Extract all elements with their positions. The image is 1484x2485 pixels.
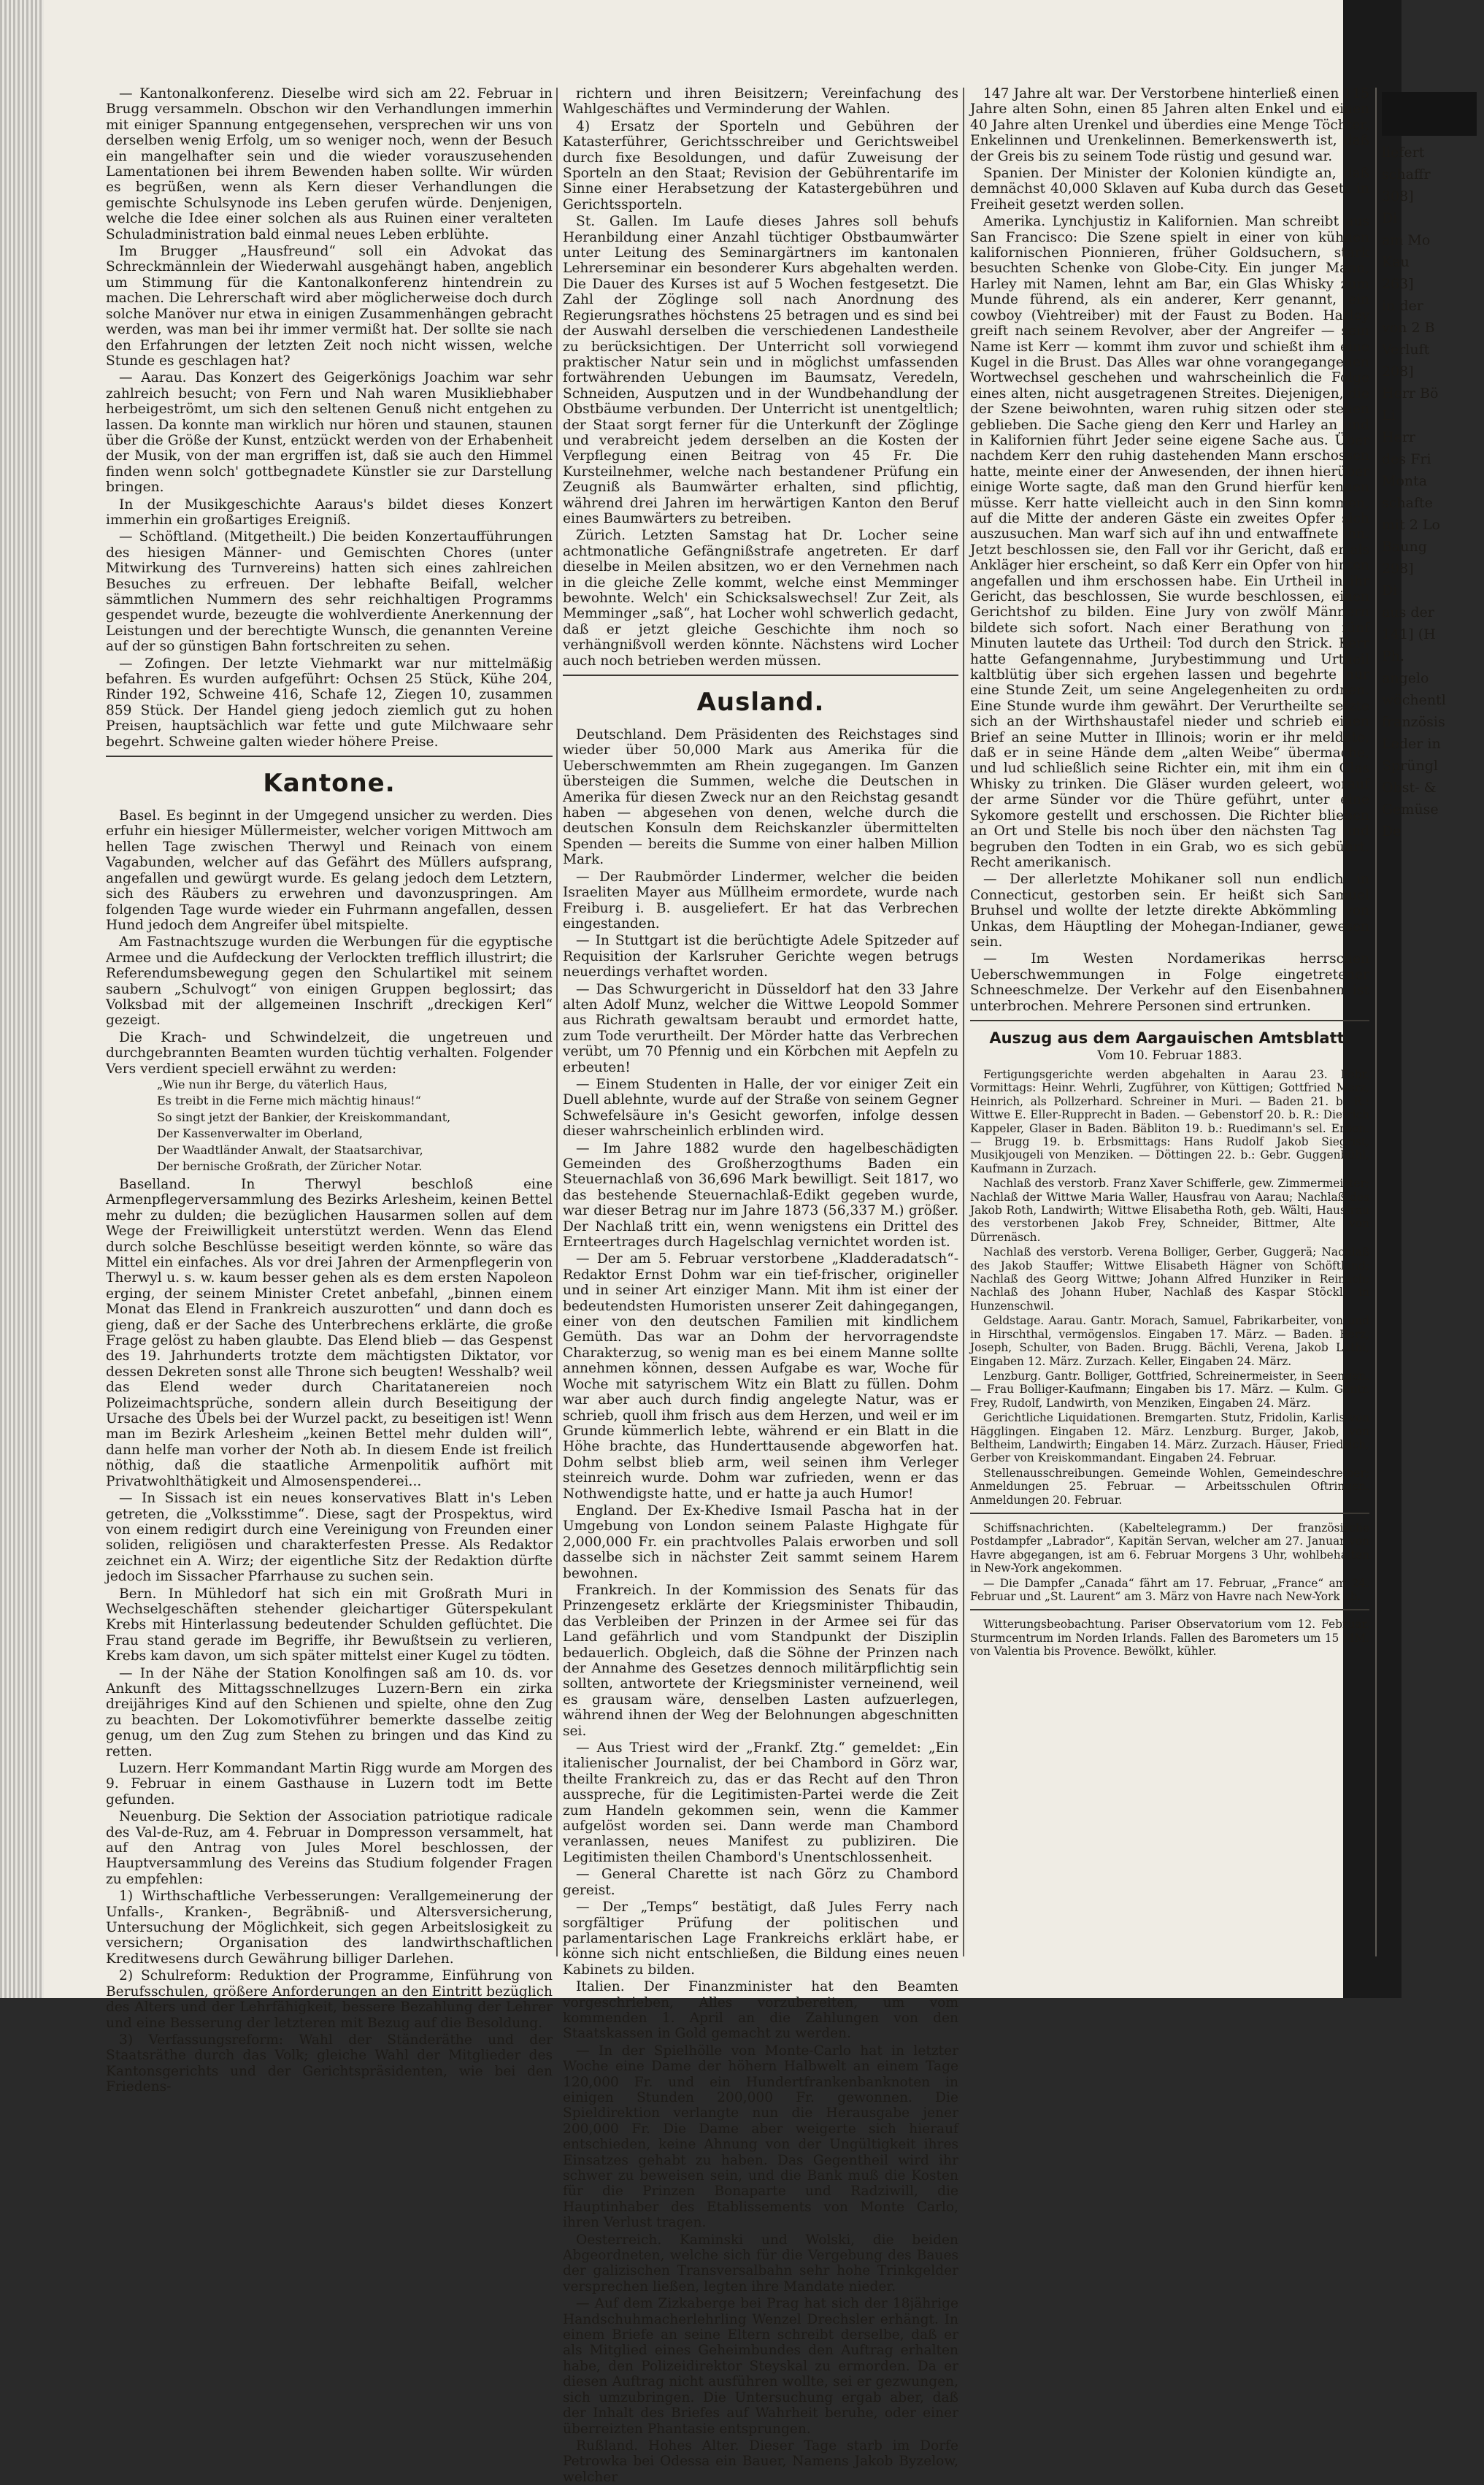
ad-fragment: Herr: [1382, 429, 1415, 445]
article-aarau: — Aarau. Das Konzert des Geigerkönigs Joachim war sehr zahlreich besucht; von Fern und Nah waren Musikliebhaber herbeigeströmt, um sich den seltenen Genuß nicht entgehen zu lassen. Da konnte man wirklich nur hören und staunen, staunen über die Größe der Kunst, entzückt werden von der Erhabenheit der Musik, von der man ergriffen ist, daß sie auch den Himmel finden wenn solch' gottbegnadete Künstler sie zur Darstellung bringen.: [106, 370, 553, 496]
column-1: [106, 86, 553, 2095]
ad-fragment: angelo: [1382, 670, 1429, 686]
ad-fragment: mit 2 Lo: [1382, 517, 1440, 533]
ad-fragment: 263]: [1382, 276, 1414, 292]
article-paragraph: — Einem Studenten in Halle, der vor einiger Zeit ein Duell ablehnte, wurde auf der Straße von seinem Gegner Schwefelsäure in's Gesicht geworfen, infolge dessen dieser wahrscheinlich erblinden wird.: [563, 1076, 958, 1140]
shipping-news: Schiffsnachrichten. (Kabeltelegramm.) Der französische Postdampfer „Labrador“, Kapitän Servan, welcher am 27. Januar von Havre abgegangen, ist am 6. Februar Morgens 3 Uhr, wohlbehalten in New-York angekommen.: [970, 1521, 1369, 1575]
section-rule: [970, 1020, 1369, 1021]
article-luzern: Luzern. Herr Kommandant Martin Rigg wurde am Morgen des 9. Februar in einem Gasthause in Luzern todt im Bette gefunden.: [106, 1761, 553, 1808]
article-paragraph: 4) Ersatz der Sporteln und Gebühren der Katasterführer, Gerichtsschreiber und Gerichtsweibel durch fixe Besoldungen, und dafür Zuweisung der Sporteln an den Staat; Revision der Gebührentarife im Sinne einer Herabsetzung der Katastergebühren und Gerichtssporteln.: [563, 118, 958, 212]
ad-fragment: Li: [1382, 407, 1396, 423]
article-spanien: Spanien. Der Minister der Kolonien kündigte an, daß demnächst 40,000 Sklaven auf Kuba durch das Gesetz in Freiheit gesetzt werden sollen.: [970, 166, 1369, 212]
ad-fragment: Sprüngl: [1382, 758, 1438, 774]
article-paragraph: 1) Wirthschaftliche Verbesserungen: Verallgemeinerung der Unfalls-, Kranken-, Begräbniß- und Altersversicherung, Untersuchung der Möglichkeit, sich gegen Arbeitslosigkeit zu versichern; Organisation des landwirthschaftlichen Kreditwesens durch Gewährung billiger Darlehen.: [106, 1889, 553, 1967]
ad-fragment: Gemüse: [1382, 802, 1439, 818]
column-rule: [556, 88, 558, 1956]
amtsblatt-date: Vom 10. Februar 1883.: [1097, 1048, 1242, 1063]
ad-fragment: liefert: [1382, 145, 1425, 161]
ad-fragment: französis: [1382, 714, 1445, 730]
ad-fragment: in der: [1382, 298, 1423, 314]
column-rule: [963, 88, 964, 1956]
shipping-news: — Die Dampfer „Canada“ fährt am 17. Februar, „France“ am 24. Februar und „St. Laurent“ am 3. März von Havre nach New-York ab.: [970, 1576, 1369, 1603]
ad-fragment: des Fri: [1382, 451, 1431, 467]
section-rule: [970, 1609, 1369, 1610]
article-kantonalkonferenz: — Kantonalkonferenz. Dieselbe wird sich am 22. Februar in Brugg versammeln. Obschon wir den Verhandlungen immerhin mit einiger Spannung entgegensehen, versprechen wir uns von derselben wenig Erfolg, um so weniger noch, wenn der Besuch ein mangelhafter sein und die wieder vorauszusehenden Lamentationen bei ihrem Bewenden haben sollte. Wir würden es begrüßen, wenn als Kern dieser Verhandlungen die gemischte Schulsynode ins Leben gerufen würde. Denjenigen, welche die Idee einer solchen als aus Ruinen einer veralteten Schuladministration bald einmal neues Leben erblühte.: [106, 86, 553, 242]
article-amerika: Amerika. Lynchjustiz in Kalifornien. Man schreibt aus San Francisco: Die Szene spielt in einer von kühnen kalifornischen Pionnieren, früher Goldsuchern, stark besuchten Schenke von Globe-City. Ein junger Mann, Harley mit Namen, lehnt am Bar, ein Glas Whisky zum Munde führend, als ein anderer, Kerr genannt, ein cowboy (Viehtreiber) mit der Faust zu Boden. Harley greift nach seinem Revolver, aber der Angreifer — sein Name ist Kerr — kommt ihm zuvor und schießt ihm eine Kugel in die Brust. Das Alles war ohne vorangegangenen Wortwechsel geschehen und wahrscheinlich die Folge eines alten, nicht ausgetragenen Streites. Diejenigen, die der Szene beiwohnten, waren ruhig sitzen oder stehen geblieben. Die Sache gieng den Kerr und Harley an und in Kalifornien führt Jeder seine eigene Sache aus. Über nachdem Kerr den ruhig dastehenden Mann erschossen hatte, meinte einer der Anwesenden, der ihnen hierüber einige Worte sagte, daß man den Grund hierfür kennen müsse. Kerr hatte vielleicht auch in den Sinn kommen, auf die Mitte der anderen Gäste ein zweites Opfer sich auszusuchen. Man warf sich auf ihn und entwaffnete ihn. Jetzt beschlossen sie, den Fall vor ihr Gericht, daß er als Ankläger hier erscheint, so daß Kerr ein Opfer von hinten angefallen und ihm erschossen habe. Ein Urtheil in ihr Gericht, das beschlossen, Sie wurde beschlossen, einen Gerichtshof zu bilden. Eine Jury von zwölf Männern bildete sich sofort. Nach einer Berathung von fünf Minuten lautete das Urtheil: Tod durch den Strick. Kerr hatte Gefangennahme, Jurybestimmung und Urtheil kaltblütig über sich ergehen lassen und begehrte nur eine Stunde Zeit, um seine Angelegenheiten zu ordnen. Eine Stunde wurde ihm gewährt. Der Verurtheilte setzte sich an der Wirthshaustafel nieder und schrieb einen Brief an seine Mutter in Illinois; worin er ihr meldete, daß er in seine Hände dem „alten Weibe“ übermache, und lud schließlich seine Richter ein, mit ihm ein Glas Whisky zu trinken. Die Gläser wurden geleert, worauf der arme Sünder vor die Thüre geführt, unter eine Sykomore gestellt und erschossen. Die Richter blieben an Ort und Stelle bis noch über den nächsten Tag und begruben den Todten in ein Grab, wo es sich gebührt. Recht amerikanisch.: [970, 214, 1369, 870]
article-paragraph: — Der am 5. Februar verstorbene „Kladderadatsch“-Redaktor Ernst Dohm war ein tief-frischer, origineller und in seiner Art einziger Mann. Mit ihm ist einer der bedeutendsten Humoristen unserer Zeit dahingegangen, einer von den deutschen Familien mit kindlichem Gemüth. Das war an Dohm der hervorragendste Charakterzug, so wenig man es bei einem Manne sollte annehmen können, dessen Aufgabe es war, Woche für Woche mit satyrischem Witz ein Blatt zu füllen. Dohm war aber auch durch findig angelegte Natur, was er schrieb, quoll ihm frisch aus dem Herzen, und weil er im Grunde kümmerlich lebte, während er ein Blatt in die Höhe brachte, das Hunderttausende abgeworfen hat. Dohm selbst blieb arm, weil seinen ihm Verleger steinreich wurde. Dohm war zufrieden, wenn er das Nothwendigste hatte, und er hatte ja auch Humor!: [563, 1251, 958, 1502]
page-stack-edge: [0, 0, 44, 1998]
ad-fragment: Kau: [1382, 254, 1410, 270]
amtsblatt-entry: Stellenausschreibungen. Gemeinde Wohlen, Gemeindeschreiber; Anmeldungen 25. Februar. — Arbeitsschulen Oftringen. Anmeldungen 20. Februar.: [970, 1466, 1369, 1507]
ad-fragment: Verluft: [1382, 342, 1430, 358]
amtsblatt-entry: Gerichtliche Liquidationen. Bremgarten. Stutz, Fridolin, Karlis von Hägglingen. Eingaben 12. März. Lenzburg. Burger, Jakob, von Beltheim, Landwirth; Eingaben 14. März. Zurzach. Häuser, Friedrich, Gerber von Kreiskommandant. Eingaben 24. Februar.: [970, 1411, 1369, 1465]
amtsblatt-entry: Nachlaß des verstorb. Verena Bolliger, Gerber, Guggerä; Nachlaß des Jakob Stauffer; Wittwe Elisabeth Hägner von Schöftland; Nachlaß des Georg Wittwe; Johann Alfred Hunziker in Reinach; Nachlaß des Johann Huber, Nachlaß des Kaspar Stöckli in Hunzenschwil.: [970, 1245, 1369, 1313]
article-paragraph: 2) Schulreform: Reduktion der Programme, Einführung von Berufsschulen, größere Anforderungen an den Eintritt bezüglich des Alters und der Lehrfähigkeit, bessere Bezahlung der Lehrer und eine Besserung der letzteren mit Bezug auf die Besoldung.: [106, 1968, 553, 2031]
ad-fragment: Ph.: [1382, 648, 1405, 664]
article-oesterreich: Oesterreich. Kaminski und Wolski, die beiden Abgeordneten, welche sich für die Vergebung des Baues der galizischen Transversalbahn sehr hohe Trinkgelder versprechen ließen, legten ihre Mandate nieder.: [563, 2232, 958, 2294]
ad-fragment: Di: [1382, 583, 1398, 599]
verse-line: So singt jetzt der Bankier, der Kreiskommandant,: [157, 1110, 451, 1124]
ad-fragment: 298]: [1382, 561, 1414, 577]
article-paragraph: In der Musikgeschichte Aaraus's bildet dieses Konzert immerhin ein großartiges Ereigniß.: [106, 496, 553, 528]
ad-fragment: Leder in: [1382, 736, 1441, 752]
ad-fragment: Herr Bö: [1382, 385, 1439, 402]
article-zofingen: — Zofingen. Der letzte Viehmarkt war nur mittelmäßig befahren. Es wurden aufgeführt: Ochsen 25 Stück, Kühe 204, Rinder 192, Schweine 416, Schafe 12, Ziegen 10, zusammen 859 Stück. Der Handel gieng jedoch ziemlich gut zu hohen Preisen, hauptsächlich war fette und gute Milchwaare sehr begehrt. Schweine galten wieder höhere Preise.: [106, 656, 553, 750]
article-schoeftland: — Schöftland. (Mitgetheilt.) Die beiden Konzertaufführungen des hiesigen Männer- und Gemischten Chores (unter Mitwirkung des Turnvereins) hatten sich eines zahlreichen Besuches zu erfreuen. Der lebhafte Beifall, welcher sämmtlichen Nummern des sehr reichhaltigen Programms gespendet wurde, bezeugte die wohlverdiente Anerkennung der Leistungen und der berechtigte Wunsch, die genannten Vereine auf der so günstigen Bahn fortschreiten zu sehen.: [106, 529, 553, 655]
verse-line: Der Waadtländer Anwalt, der Staatsarchivar,: [157, 1142, 423, 1157]
section-rule: [106, 756, 553, 757]
verse-line: „Wie nun ihr Berge, du väterlich Haus,: [157, 1077, 388, 1091]
amtsblatt-entry: Lenzburg. Gantr. Bolliger, Gottfried, Schreinermeister, in Seengen. — Frau Bolliger-Kaufmann; Eingaben bis 17. März. — Kulm. Gantr. Frey, Rudolf, Landwirth, von Menziken, Eingaben 24. März.: [970, 1369, 1369, 1410]
column-2: [563, 86, 958, 2485]
ad-fragment: De: [1382, 823, 1402, 840]
ad-fragment: aus der: [1382, 604, 1434, 621]
article-paragraph: — Das Schwurgericht in Düsseldorf hat den 33 Jahre alten Adolf Munz, welcher die Wittwe Leopold Sommer aus Richrath gewaltsam beraubt und ermordet hatte, zum Tode verurtheilt. Der Mörder hatte das Verbrechen verübt, um 70 Pfennig und ein Körbchen mit Aepfeln zu erbeuten!: [563, 981, 958, 1075]
ad-fragment: 208]: [1382, 364, 1414, 380]
ad-fragment: Monta: [1382, 473, 1428, 489]
article-paragraph: Die Krach- und Schwindelzeit, die ungetreuen und durchgebrannten Beamten wurden tüchtig verhalten. Folgender Vers verdient speciell erwähnt zu werden:: [106, 1029, 553, 1077]
article-paragraph: — In der Spielhölle von Monte-Carlo hat in letzter Woche eine Dame der höhern Halbwelt an einem Tage 120,000 Fr. und ein Hundertfrankenbanknoten in einigen Stunden 200,000 Fr. gewonnen. Die Spieldirektion verlangte nun die Herausgabe jener 200,000 Fr. Die Dame aber weigerte sich hierauf entschieden, keine Ahnung von der Ungültigkeit ihres Einsatzes gehabt zu haben. Das Gegentheil wird ihr schwer zu beweisen sein, und die Bank muß die Kosten für die Prinzen Bonaparte und Radziwill, die Hauptinhaber des Etablissements von Monte Carlo, ihren Verlust tragen.: [563, 2043, 958, 2231]
article-paragraph: Am Fastnachtszuge wurden die Werbungen für die egyptische Armee und die Aufdeckung der Verlockten trefflich illustrirt; die Referendumsbewegung gegen den Schulartikel mit seinem saubern „Schulvogt“ von einigen Gruppen beglossirt; das Volksbad mit der allgemeinen Inschrift „dreckigen Kerl“ gezeigt.: [106, 934, 553, 1029]
section-heading-kantone: Kantone.: [263, 769, 396, 799]
section-heading-ausland: Ausland.: [696, 688, 825, 718]
article-st-gallen: St. Gallen. Im Laufe dieses Jahres soll behufs Heranbildung einer Anzahl tüchtiger Obstbaumwärter unter Leitung des Seminargärtners im kantonalen Lehrerseminar ein besonderer Kurs abgehalten werden. Die Dauer des Kurses ist auf 5 Wochen festgesetzt. Die Zahl der Zöglinge soll nach Anordnung des Regierungsrathes höchstens 25 betragen und es sind bei der Auswahl derselben die verschiedenen Landestheile zu berücksichtigen. Der Unterricht soll vorwiegend praktischer Natur sein und in möglichst umfassenden fortwährenden Uebungen im Baumsatz, Veredeln, Schneiden, Ausputzen und in der Wundbehandlung der Obstbäume verbunden. Der Unterricht ist unentgeltlich; der Staat sorgt ferner für die Unterkunft der Zöglinge und verabreicht jedem derselben an die Kosten der Verpflegung einen Beitrag von 45 Fr. Die Kursteilnehmer, welche nach bestandener Prüfung ein Zeugniß als Baumwärter erhalten, sind pflichtig, während drei Jahren im herwärtigen Kanton den Beruf eines Baumwärters zu betreiben.: [563, 214, 958, 526]
article-deutschland: Deutschland. Dem Präsidenten des Reichstages sind wieder über 50,000 Mark aus Amerika für die Ueberschwemmten am Rhein zugegangen. Im Ganzen übersteigen die Summen, welche die Deutschen in Amerika für diesen Zweck nur an den Reichstag gesandt haben — abgesehen von denen, welche durch die deutschen Konsuln dem Reichskanzler übermittelten Spenden — bereits die Summe von einer halben Million Mark.: [563, 727, 958, 868]
weather-observation: Witterungsbeobachtung. Pariser Observatorium vom 12. Februar. Sturmcentrum im Norden Irlands. Fallen des Barometers um 15 MM. von Valentia bis Provence. Bewölkt, kühler.: [970, 1618, 1369, 1659]
article-paragraph: — Der allerletzte Mohikaner soll nun endlich in Connecticut, gestorben sein. Er heißt sich Samuel Bruhsel und wollte der letzte direkte Abkömmling von Unkas, dem Häuptling der Mohegan-Indianer, gewesen sein.: [970, 872, 1369, 950]
ad-fragment: von 2 B: [1382, 320, 1435, 336]
article-paragraph: — Im Westen Nordamerikas herrschen Ueberschwemmungen in Folge eingetretener Schneeschmelze. Der Verkehr auf den Eisenbahnen ist unterbrochen. Mehrere Personen sind ertrunken.: [970, 951, 1369, 1014]
ad-fragment: Di: [1382, 210, 1398, 226]
article-paragraph: — Der Raubmörder Lindermer, welcher die beiden Israeliten Mayer aus Müllheim ermordete, wurde nach Freiburg i. B. ausgeliefert. Er hat das Verbrechen eingestanden.: [563, 869, 958, 932]
verse-line: Es treibt in die Ferne mich mächtig hinaus!“: [157, 1094, 421, 1108]
article-paragraph: — In der Nähe der Station Konolfingen saß am 10. ds. vor Ankunft des Mittagsschnellzuges Luzern-Bern ein zirka dreijähriges Kind auf den Schienen und spielte, ohne den Zug zu beachten. Der Lokomotivführer bemerkte dasselbe zeitig genug, um den Zug zum Stehen zu bringen und das Kind zu retten.: [106, 1665, 553, 1759]
article-basel: Basel. Es beginnt in der Umgegend unsicher zu werden. Dies erfuhr ein hiesiger Müllermeister, welcher vorigen Mittwoch am hellen Tage zwischen Therwyl und Reinach von einem Vagabunden, welcher auf das Gefährt des Müllers aufsprang, angefallen und gewürgt wurde. Es gelang jedoch dem Letztern, sich des Räubers zu erwehren und davonzuspringen. Am folgenden Tage wurde wieder ein Fuhrmann angefallen, dessen Hund jedoch dem Angreifer übel mitspielte.: [106, 808, 553, 933]
article-paragraph: 3) Verfassungsreform: Wahl der Ständeräthe und der Staatsräthe durch das Volk; gleiche Wahl der Mitglieder des Kantonsgerichts und der Gerichtspräsidenten, wie bei den Friedens-: [106, 2032, 553, 2095]
ad-fragment: schaffr: [1382, 166, 1431, 183]
article-paragraph: richtern und ihren Beisitzern; Vereinfachung des Wahlgeschäftes und Verminderung der Wahlen.: [563, 86, 958, 118]
ad-fragment: schafte: [1382, 495, 1433, 511]
article-italien: Italien. Der Finanzminister hat den Beamten vorgeschrieben, Alles vorzubereiten, um vom kommenden 1. April an die Zahlungen von den Staatskassen in Gold gemacht zu werden.: [563, 1979, 958, 2042]
amtsblatt-entry: Geldstage. Aarau. Gantr. Morach, Samuel, Fabrikarbeiter, von und in Hirschthal, vermögenslos. Eingaben 17. März. — Baden. Berz, Joseph, Schulter, von Baden. Brugg. Bächli, Verena, Jakob Lüthi, Eingaben 12. März. Zurzach. Keller, Eingaben 24. März.: [970, 1314, 1369, 1368]
article-zuerich: Zürich. Letzten Samstag hat Dr. Locher seine achtmonatliche Gefängnißstrafe angetreten. Er darf dieselbe in Meilen absitzen, wo er den Vernehmen nach in die gleiche Zelle kommt, welche einst Memminger bewohnte. Welch' ein Schicksalswechsel! Zur Zeit, als Memminger „saß“, hat Locher wohl schwerlich gedacht, daß er jetzt gleiche Geschichte ihm noch so verhängnißvoll werden könnte. Nächstens wird Locher auch noch betrieben werden müssen.: [563, 528, 958, 669]
amtsblatt-entry: Fertigungsgerichte werden abgehalten in Aarau 23. Febr. Vormittags: Heinr. Wehrli, Zugführer, von Küttigen; Gottfried Merz, Heinrich, als Pollzerhard. Schreiner in Muri. — Baden 21. b. R.: Wittwe E. Eller-Rupprecht in Baden. — Gebenstorf 20. b. R.: Dietrich Kappeler, Glaser in Baden. Bäbliton 19. b.: Ruedimann's sel. Erben. — Brugg 19. b. Erbsmittags: Hans Rudolf Jakob Siegrist, Musikjougeli von Menziken. — Döttingen 22. b.: Gebr. Guggenbühl, Kaufmann in Zurzach.: [970, 1067, 1369, 1175]
article-sissach: — In Sissach ist ein neues konservatives Blatt in's Leben getreten, die „Volksstimme“. Diese, sagt der Prospektus, wird von einem redigirt durch eine Vereinigung von Freunden einer soliden, religiösen und charakterfesten Presse. Als Redaktor zeichnet ein A. Wirz; der eigentliche Sitz der Redaktion dürfte jedoch im Sissacher Pfarrhause zu suchen sein.: [106, 1491, 553, 1585]
section-rule: [970, 1513, 1369, 1514]
article-paragraph: Im Brugger „Hausfreund“ soll ein Advokat das Schreckmännlein der Wiederwahl ausgehängt haben, angeblich um Stimmung für die Kantonalkonferenz hintendrein zu machen. Die Lehrerschaft wird aber möglicherweise doch durch solche Manöver nur etwa in einigen Zusammenhängen gebracht werden, was man bei ihr immer vermißt hat. Der sollte sie nach den Erfahrungen der letzten Zeit noch nicht wissen, welche Stunde es geschlagen hat?: [106, 244, 553, 369]
ad-block: [1382, 92, 1477, 136]
article-paragraph: — Im Jahre 1882 wurde den hagelbeschädigten Gemeinden des Großherzogthums Baden ein Steuernachlaß von 36,696 Mark bewilligt. Seit 1817, wo das bestehende Steuernachlaß-Edikt gegeben wurde, war dieser Betrag nur im Jahre 1873 (56,337 M.) größer. Der Nachlaß tritt ein, wenn wenigstens ein Drittel des Ernteertrages durch Hagelschlag vernichtet worden ist.: [563, 1140, 958, 1251]
article-paragraph: 147 Jahre alt war. Der Verstorbene hinterließ einen 115 Jahre alten Sohn, einen 85 Jahren alten Enkel und einen 40 Jahre alten Urenkel und überdies eine Menge Töchter, Enkelinnen und Urenkelinnen. Bemerkenswerth ist, daß der Greis bis zu seinem Tode rüstig und gesund war.: [970, 86, 1369, 164]
ad-fragment: wöchentl: [1382, 692, 1446, 708]
ad-fragment: Obst- &: [1382, 780, 1437, 796]
ad-fragment: 141] (H: [1382, 626, 1436, 642]
verse-line: Der Kassenverwalter im Oberland,: [157, 1126, 363, 1141]
article-paragraph: — General Charette ist nach Görz zu Chambord gereist.: [563, 1867, 958, 1898]
ad-fragment: am Mo: [1382, 232, 1431, 248]
article-paragraph: — Aus Triest wird der „Frankf. Ztg.“ gemeldet: „Ein italienischer Journalist, der bei Chambord in Görz war, theilte Frankreich zu, das er das Recht auf den Thron ausspreche, für die Legitimisten-Partei werde die Zeit zum Handeln gekommen sein, wenn die Kammer aufgelöst worden sei. Dann werde man Chambord veranlassen, neues Manifest zu publiziren. Die Legitimisten theilen Chambord's Unentschlossenheit.: [563, 1740, 958, 1865]
column-3: [970, 86, 1369, 1984]
article-england: England. Der Ex-Khedive Ismail Pascha hat in der Umgebung von London seinem Palaste Highgate für 2,000,000 Fr. ein prachtvolles Palais erworben und soll dasselbe sich in nächster Zeit sammt seinem Harem bewohnen.: [563, 1502, 958, 1581]
column-rule: [1375, 88, 1377, 1956]
article-bern: Bern. In Mühledorf hat sich ein mit Großrath Muri in Wechselgeschäften stehender gleichartiger Güterspekulant Krebs mit Hinterlassung bedeutender Schulden geflüchtet. Die Frau stand gerade im Begriffe, ihr Bewußtsein zu verlieren, Krebs kam davon, um sich später mittelst einer Kugel zu tödten.: [106, 1586, 553, 1664]
article-russland: Rußland. Hohes Alter. Dieser Tage starb im Dorfe Petrowka bei Odessa ein Bauer, Namens Jakob Byzelow, welcher: [563, 2438, 958, 2485]
article-baselland: Baselland. In Therwyl beschloß eine Armenpflegerversammlung des Bezirks Arlesheim, keinen Bettel mehr zu dulden; die bezüglichen Hausarmen sollen auf dem Wege der Freiwilligkeit unterstützt werden. Wenn das Elend durch solche Beschlüsse beseitigt werden könnte, so wäre das Mittel ein einfaches. Als vor drei Jahren der Armenpflegerin von Therwyl u. s. w. kaum besser gehen als es dem ersten Napoleon erging, der seinem Minister Cretet anbefahl, „binnen einem Monat das Elend in Frankreich auszurotten“ und dann doch es gieng, daß er der Sache des Unterbrechens erklärte, die große Frage gelöst zu haben glaubte. Das Elend blieb — das Gespenst des 19. Jahrhunderts trotzte dem mächtigsten Diktator, vor dessen Dekreten sonst alle Throne sich beugten! Wesshalb? weil das Elend weder durch Charitatanereien noch Polizeimachtsprüche, sondern allein durch Beseitigung der Ursache des Übels bei der Wurzel packt, zu beseitigen ist! Wenn man im Bezirk Arlesheim „keinen Bettel mehr dulden will“, dann helfe man vorher der Noth ab. In diesem Ende ist freilich nöthig, daß die staatliche Armenpolitik aufhört mit Privatwohlthätigkeit und Almosenspenderei...: [106, 1176, 553, 1489]
article-paragraph: — Der „Temps“ bestätigt, daß Jules Ferry nach sorgfältiger Prüfung der politischen und parlamentarischen Lage Frankreichs erklärt habe, er könne sich nicht entschließen, die Bildung eines neuen Kabinets zu bilden.: [563, 1900, 958, 1978]
ad-fragment: Baung: [1382, 539, 1427, 555]
column-4-fragment: [1382, 86, 1484, 1984]
article-frankreich: Frankreich. In der Kommission des Senats für das Prinzengesetz erklärte der Kriegsminister Thibaudin, das Verbleiben der Prinzen in der Armee sei für das Land gefährlich und vom Standpunkt der Disziplin bedauerlich. Obgleich, daß die Söhne der Prinzen nach der Annahme des Gesetzes dennoch militärpflichtig sein sollten, antwortete der Kriegsminister verneinend, weil es grausam wäre, denselben Lasten aufzuerlegen, während ihnen der Weg der Belohnungen abgeschnitten sei.: [563, 1582, 958, 1739]
article-neuenburg: Neuenburg. Die Sektion der Association patriotique radicale des Val-de-Ruz, am 4. Februar in Dompresson versammelt, hat auf den Antrag von Jules Morel beschlossen, der Hauptversammlung des Vereins das Studium folgender Fragen zu empfehlen:: [106, 1809, 553, 1887]
amtsblatt-heading: Auszug aus dem Aargauischen Amtsblatt.: [989, 1029, 1350, 1047]
section-rule: [563, 675, 958, 676]
article-paragraph: — In Stuttgart ist die berüchtigte Adele Spitzeder auf Requisition der Karlsruher Gerichte wegen betrugs neuerdings verhaftet worden.: [563, 933, 958, 980]
verse-line: Der bernische Großrath, der Züricher Notar.: [157, 1159, 423, 1174]
article-paragraph: — Auf dem Zizkaberge bei Prag hat sich der 18jährige Handschuhmacherlehrling Wenzel Drechsler erhängt. In einem Briefe an seine Eltern schreibt derselbe, daß er als Mitglied eines Geheimbundes den Auftrag erhalten habe, den Polizeidirektor Steyskal zu ermorden. Da er diesen Auftrag nicht ausführen wollte, sei er gezwungen, sich umzubringen. Die Untersuchung ergab aber, daß der Inhalt des Briefes auf Wahrheit beruhe, oder einer überreizten Phantasie entsprungen.: [563, 2296, 958, 2437]
ad-fragment: 308]: [1382, 188, 1414, 204]
amtsblatt-entry: Nachlaß des verstorb. Franz Xaver Schifferle, gew. Zimmermeister; Nachlaß der Wittwe Maria Waller, Hausfrau von Aarau; Nachlaß des Jakob Roth, Landwirth; Wittwe Elisabetha Roth, geb. Wälti, Hausfrau des verstorbenen Jakob Frey, Schneider, Bittmer, Alte von Dürrenäsch.: [970, 1177, 1369, 1244]
